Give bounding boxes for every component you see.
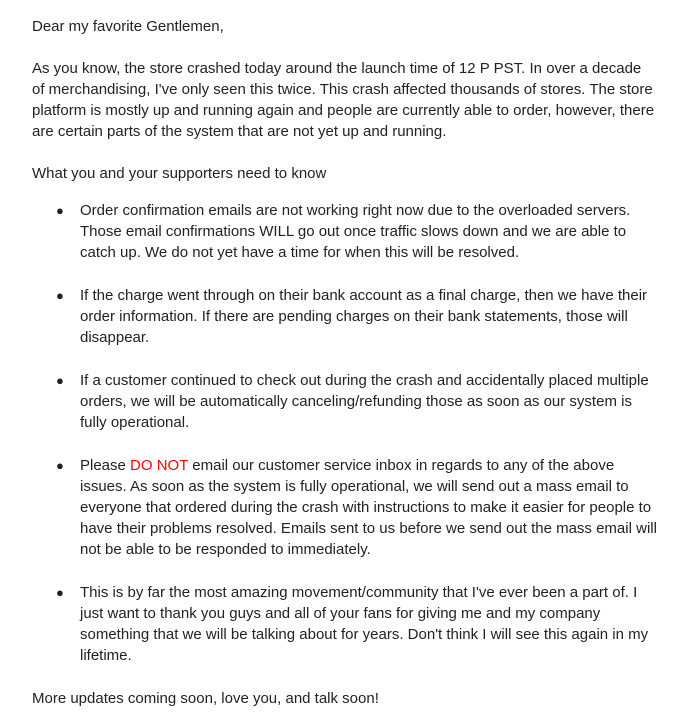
bullet-item-do-not-email: [56, 455, 660, 560]
bullet-text-after: email our customer service inbox in regards to any of the above issues. As soon as the system is fully operational, we will send out a mass email to everyone that ordered during the crash with instructions to make it easier for people to have their problems resolved. Emails sent to us before we send out the mass email will not be able to be responded to immediately.: [80, 457, 657, 558]
bullet-item-bank-charges: [56, 285, 660, 348]
bullet-text: If the charge went through on their bank account as a final charge, then we have their order information. If there are pending charges on their bank statements, those will disappear.: [80, 287, 648, 346]
bullet-dot-icon: ●: [56, 585, 64, 600]
email-closing: More updates coming soon, love you, and talk soon!: [32, 690, 379, 707]
bullet-dot-icon: ●: [56, 288, 64, 303]
email-lead-line: What you and your supporters need to know: [32, 165, 327, 182]
email-intro-paragraph: As you know, the store crashed today around the launch time of 12 P PST. In over a decade of merchandising, I've only seen this twice. This crash affected thousands of stores. The store platform is mostly up and running again and people are currently able to order, however, there are certain parts of the system that are not yet up and running.: [32, 60, 655, 140]
bullet-dot-icon: ●: [56, 458, 64, 473]
bullet-text: This is by far the most amazing movement/community that I've ever been a part of. I just want to thank you guys and all of your fans for giving me and my company something that we will be talking about for years. Don't think I will see this again in my lifetime.: [80, 584, 649, 664]
bullet-item-multiple-orders: [56, 370, 660, 433]
bullet-dot-icon: ●: [56, 203, 64, 218]
bullet-text-before: Please: [80, 457, 131, 474]
bullet-dot-icon: ●: [56, 373, 64, 388]
do-not-highlight: DO NOT: [130, 457, 189, 474]
bullet-list: [32, 200, 665, 666]
bullet-text: Order confirmation emails are not working right now due to the overloaded servers. Those email confirmations WILL go out once traffic slows down and we are able to catch up. We do not yet have a time for when this will be resolved.: [80, 202, 631, 261]
email-greeting: Dear my favorite Gentlemen,: [32, 18, 224, 35]
bullet-text: If a customer continued to check out during the crash and accidentally placed multiple orders, we will be automatically canceling/refunding those as soon as our system is fully operational.: [80, 372, 649, 431]
bullet-item-thank-you: [56, 582, 660, 666]
bullet-item-confirmation-emails: [56, 200, 660, 263]
